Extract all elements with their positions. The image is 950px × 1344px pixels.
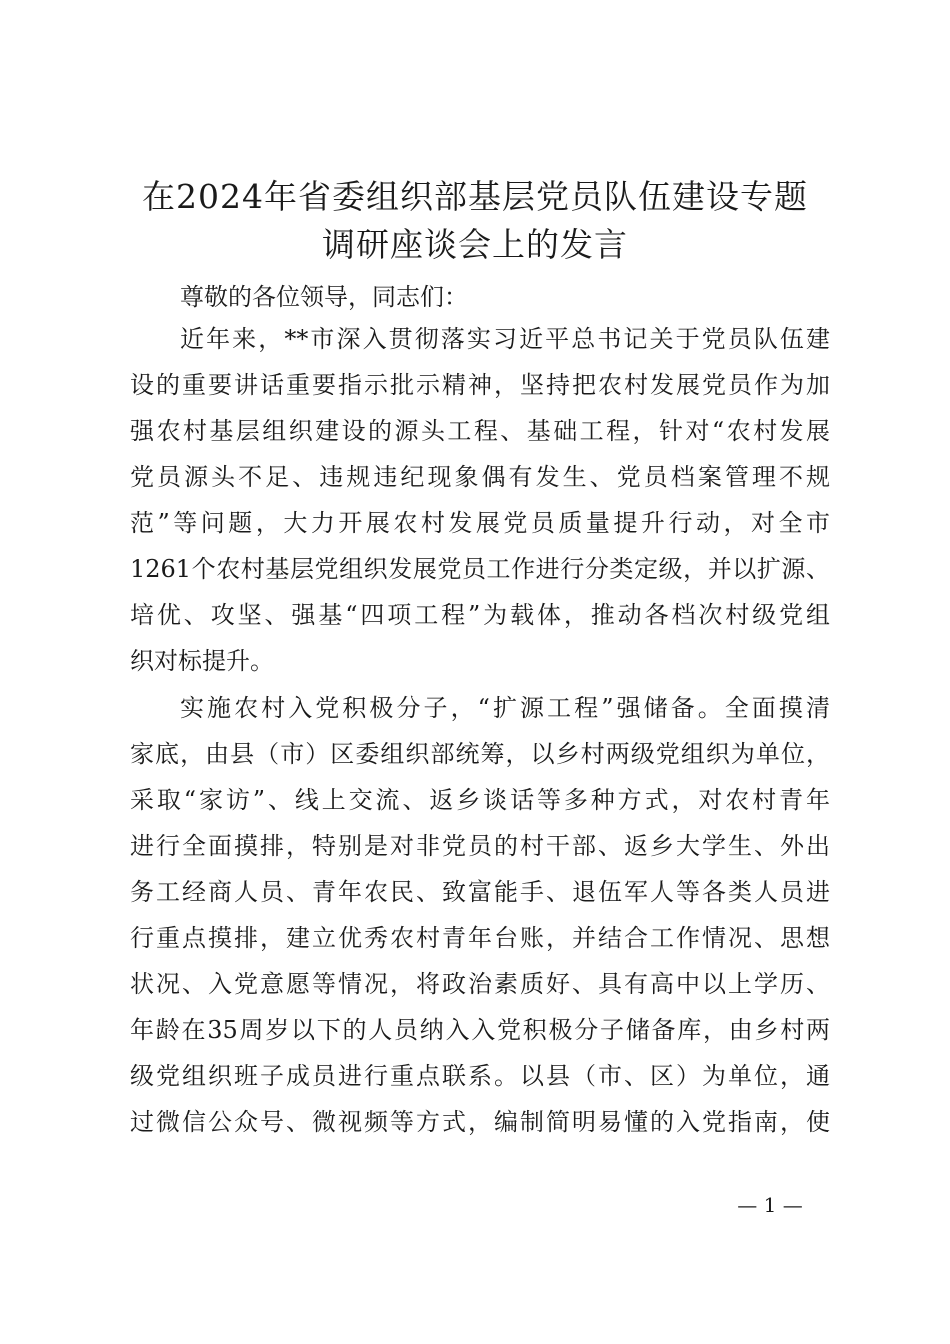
paragraph-line: 强农村基层组织建设的源头工程、基础工程，针对“农村发展 bbox=[130, 417, 830, 445]
document-title-line-1: 在2024年省委组织部基层党员队伍建设专题 bbox=[142, 177, 808, 216]
paragraph-line: 近年来，**市深入贯彻落实习近平总书记关于党员队伍建 bbox=[180, 325, 830, 353]
paragraph-line: 设的重要讲话重要指示批示精神，坚持把农村发展党员作为加 bbox=[130, 371, 830, 399]
paragraph-line: 进行全面摸排，特别是对非党员的村干部、返乡大学生、外出 bbox=[130, 832, 830, 860]
paragraph-line: 务工经商人员、青年农民、致富能手、退伍军人等各类人员进 bbox=[130, 878, 830, 906]
paragraph-line: 年龄在35周岁以下的人员纳入入党积极分子储备库，由乡村两 bbox=[130, 1016, 830, 1044]
paragraph-line: 1261个农村基层党组织发展党员工作进行分类定级，并以扩源、 bbox=[130, 555, 830, 583]
paragraph-line: 采取“家访”、线上交流、返乡谈话等多种方式，对农村青年 bbox=[130, 786, 830, 814]
paragraph-line: 级党组织班子成员进行重点联系。以县（市、区）为单位，通 bbox=[130, 1062, 830, 1090]
document-title-line-2: 调研座谈会上的发言 bbox=[322, 225, 628, 264]
paragraph-line: 范”等问题，大力开展农村发展党员质量提升行动，对全市 bbox=[130, 509, 830, 537]
paragraph-line: 织对标提升。 bbox=[130, 647, 274, 675]
paragraph-line: 培优、攻坚、强基“四项工程”为载体，推动各档次村级党组 bbox=[130, 601, 830, 629]
page-number: — 1 — bbox=[737, 1193, 803, 1217]
paragraph-line: 实施农村入党积极分子，“扩源工程”强储备。全面摸清 bbox=[180, 694, 830, 722]
paragraph-line: 行重点摸排，建立优秀农村青年台账，并结合工作情况、思想 bbox=[130, 924, 830, 952]
paragraph-line: 状况、入党意愿等情况，将政治素质好、具有高中以上学历、 bbox=[130, 970, 830, 998]
paragraph-line: 党员源头不足、违规违纪现象偶有发生、党员档案管理不规 bbox=[130, 463, 830, 491]
paragraph-line: 家底，由县（市）区委组织部统筹，以乡村两级党组织为单位， bbox=[130, 740, 830, 768]
salutation: 尊敬的各位领导，同志们： bbox=[180, 283, 468, 311]
paragraph-line: 过微信公众号、微视频等方式，编制简明易懂的入党指南，使 bbox=[130, 1108, 830, 1136]
